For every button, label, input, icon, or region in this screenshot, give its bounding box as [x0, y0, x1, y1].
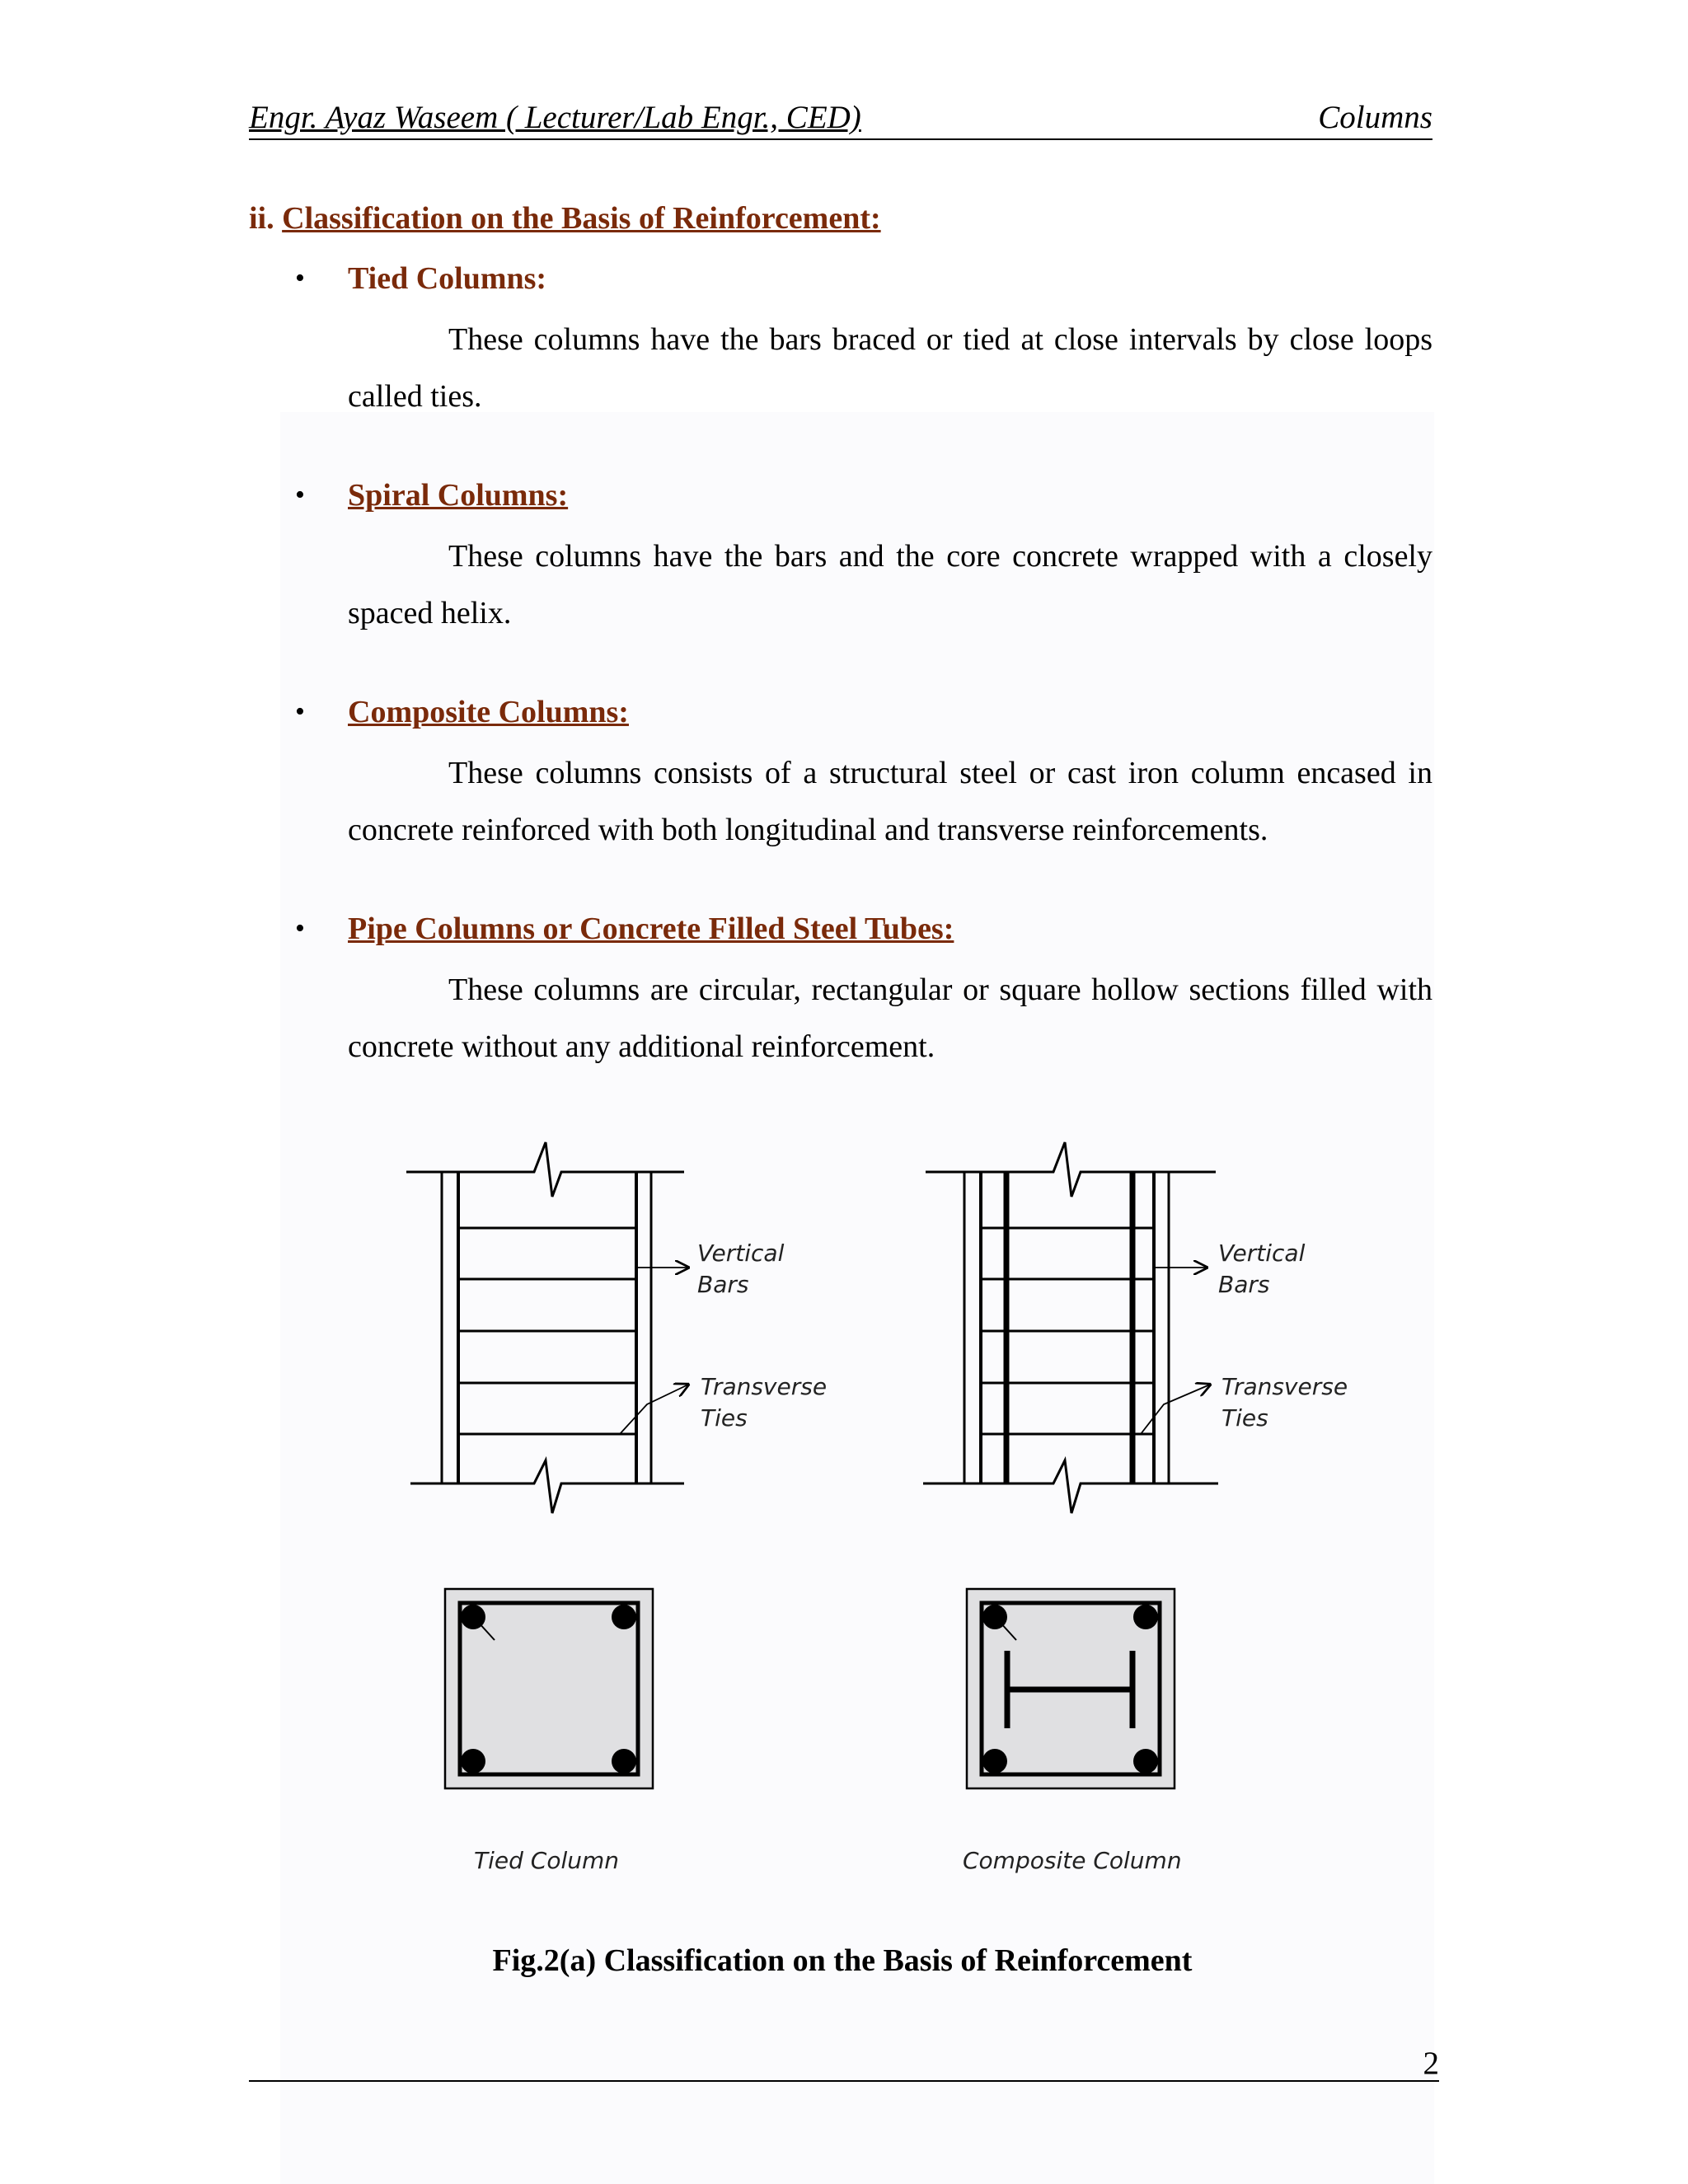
item-title-tied-columns: Tied Columns: — [348, 261, 547, 296]
page-footer — [249, 2039, 1439, 2082]
item-text-tied-columns: These columns have the bars braced or tied at close intervals by close loops called ties. — [348, 322, 1432, 414]
bullet: • — [295, 480, 305, 510]
item-title-composite-columns: Composite Columns: — [348, 695, 629, 729]
label-transverse-ties-right: Transverse — [1221, 1373, 1348, 1400]
section-number: ii. — [249, 201, 274, 236]
item-title-pipe-columns: Pipe Columns or Concrete Filled Steel Tubes: — [348, 912, 954, 946]
label-vertical-bars-left: Vertical — [697, 1240, 785, 1267]
label-transverse-ties-left-2: Ties — [701, 1404, 748, 1432]
bullet: • — [295, 696, 305, 727]
figure-caption: Fig.2(a) Classification on the Basis of Reinforcement — [492, 1943, 1193, 1978]
label-transverse-ties-right-2: Ties — [1221, 1404, 1268, 1432]
column-figure — [363, 1129, 1385, 1896]
header-topic: Columns — [1318, 100, 1432, 135]
section-title: Classification on the Basis of Reinforcement: — [282, 201, 881, 236]
tied-column-elevation — [406, 1142, 688, 1513]
label-transverse-ties-left: Transverse — [701, 1373, 828, 1400]
composite-column-labels — [1218, 1240, 1348, 1432]
label-vertical-bars-right: Vertical — [1218, 1240, 1306, 1267]
label-vertical-bars-left-2: Bars — [697, 1271, 749, 1298]
label-vertical-bars-right-2: Bars — [1218, 1271, 1270, 1298]
item-text-spiral-columns: These columns have the bars and the core concrete wrapped with a closely spaced helix. — [348, 539, 1432, 630]
page-header — [249, 97, 1432, 140]
item-title-spiral-columns: Spiral Columns: — [348, 478, 569, 513]
label-composite-column: Composite Column — [963, 1847, 1182, 1874]
composite-column-section — [967, 1589, 1175, 1788]
section-heading — [249, 198, 881, 239]
bullet: • — [295, 913, 305, 944]
label-tied-column: Tied Column — [474, 1847, 620, 1874]
tied-column-labels — [697, 1240, 827, 1432]
composite-column-elevation — [923, 1142, 1218, 1513]
item-text-pipe-columns: These columns are circular, rectangular or square hollow sections filled with concrete without any additional reinforcement. — [348, 972, 1432, 1064]
tied-column-section — [445, 1589, 653, 1788]
item-text-composite-columns: These columns consists of a structural steel or cast iron column encased in concrete reinforced with both longitudinal and transverse reinforcements. — [348, 756, 1432, 847]
page-number: 2 — [1423, 2046, 1439, 2081]
header-author: Engr. Ayaz Waseem ( Lecturer/Lab Engr., CED) — [249, 100, 861, 135]
bullet: • — [295, 263, 305, 293]
